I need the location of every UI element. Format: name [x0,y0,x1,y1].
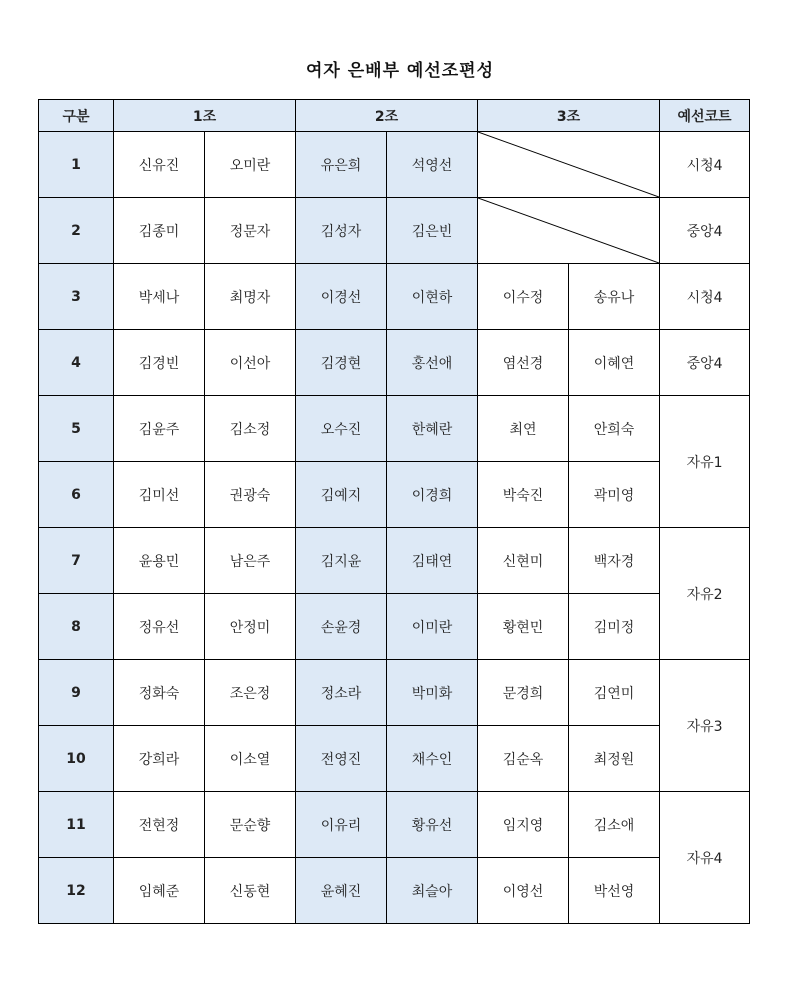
player-cell: 이소열 [205,726,296,792]
player-cell: 김순옥 [478,726,569,792]
row-number: 9 [39,660,114,726]
player-cell: 곽미영 [569,462,660,528]
row-number: 2 [39,198,114,264]
row-number: 4 [39,330,114,396]
player-cell: 임지영 [478,792,569,858]
player-cell: 신유진 [114,132,205,198]
player-cell: 김은빈 [387,198,478,264]
group-table [38,99,750,924]
player-cell: 이현하 [387,264,478,330]
player-cell: 김예지 [296,462,387,528]
player-cell: 김지윤 [296,528,387,594]
player-cell: 김경빈 [114,330,205,396]
table-row [39,660,750,726]
player-cell: 이유리 [296,792,387,858]
player-cell: 전영진 [296,726,387,792]
player-cell: 오미란 [205,132,296,198]
court-cell: 시청4 [660,264,750,330]
player-cell: 박선영 [569,858,660,924]
player-cell: 강희라 [114,726,205,792]
court-cell: 자유3 [660,660,750,792]
row-number: 6 [39,462,114,528]
header-group3: 3조 [478,100,660,132]
table-row [39,264,750,330]
diagonal-slash [478,132,659,197]
player-cell: 전현정 [114,792,205,858]
table-row [39,198,750,264]
player-cell: 정소라 [296,660,387,726]
player-cell: 정유선 [114,594,205,660]
row-number: 10 [39,726,114,792]
player-cell: 손윤경 [296,594,387,660]
player-cell: 안정미 [205,594,296,660]
empty-slot [478,198,660,264]
player-cell: 이영선 [478,858,569,924]
table-row [39,858,750,924]
player-cell: 신현미 [478,528,569,594]
player-cell: 김연미 [569,660,660,726]
table-row [39,132,750,198]
diagonal-slash [478,198,659,263]
player-cell: 송유나 [569,264,660,330]
player-cell: 김종미 [114,198,205,264]
player-cell: 한혜란 [387,396,478,462]
player-cell: 박미화 [387,660,478,726]
table-row [39,726,750,792]
player-cell: 김경현 [296,330,387,396]
row-number: 7 [39,528,114,594]
player-cell: 김윤주 [114,396,205,462]
player-cell: 최명자 [205,264,296,330]
row-number: 1 [39,132,114,198]
player-cell: 정문자 [205,198,296,264]
table-row [39,594,750,660]
court-cell: 중앙4 [660,330,750,396]
player-cell: 백자경 [569,528,660,594]
player-cell: 문순향 [205,792,296,858]
table-row [39,462,750,528]
player-cell: 이혜연 [569,330,660,396]
player-cell: 신동현 [205,858,296,924]
row-number: 5 [39,396,114,462]
player-cell: 김미정 [569,594,660,660]
empty-slot [478,132,660,198]
player-cell: 오수진 [296,396,387,462]
player-cell: 박세나 [114,264,205,330]
row-number: 12 [39,858,114,924]
player-cell: 이선아 [205,330,296,396]
player-cell: 황유선 [387,792,478,858]
player-cell: 채수인 [387,726,478,792]
header-row [39,100,750,132]
header-group1: 1조 [114,100,296,132]
player-cell: 안희숙 [569,396,660,462]
player-cell: 박숙진 [478,462,569,528]
player-cell: 홍선애 [387,330,478,396]
player-cell: 문경희 [478,660,569,726]
player-cell: 정화숙 [114,660,205,726]
page-title: 여자 은배부 예선조편성 [305,61,495,81]
row-number: 8 [39,594,114,660]
court-cell: 자유4 [660,792,750,924]
player-cell: 염선경 [478,330,569,396]
player-cell: 임혜준 [114,858,205,924]
player-cell: 최슬아 [387,858,478,924]
table-row [39,330,750,396]
player-cell: 석영선 [387,132,478,198]
player-cell: 황현민 [478,594,569,660]
player-cell: 권광숙 [205,462,296,528]
player-cell: 남은주 [205,528,296,594]
table-row [39,792,750,858]
player-cell: 김미선 [114,462,205,528]
player-cell: 조은정 [205,660,296,726]
header-group2: 2조 [296,100,478,132]
player-cell: 최정원 [569,726,660,792]
header-court: 예선코트 [660,100,750,132]
court-cell: 시청4 [660,132,750,198]
court-cell: 중앙4 [660,198,750,264]
player-cell: 이미란 [387,594,478,660]
court-cell: 자유1 [660,396,750,528]
table-row [39,528,750,594]
header-division: 구분 [39,100,114,132]
player-cell: 김소정 [205,396,296,462]
player-cell: 이경희 [387,462,478,528]
player-cell: 유은희 [296,132,387,198]
player-cell: 최연 [478,396,569,462]
player-cell: 윤용민 [114,528,205,594]
player-cell: 이경선 [296,264,387,330]
player-cell: 김태연 [387,528,478,594]
player-cell: 김성자 [296,198,387,264]
player-cell: 김소애 [569,792,660,858]
table-row [39,396,750,462]
row-number: 11 [39,792,114,858]
court-cell: 자유2 [660,528,750,660]
player-cell: 윤혜진 [296,858,387,924]
player-cell: 이수정 [478,264,569,330]
row-number: 3 [39,264,114,330]
